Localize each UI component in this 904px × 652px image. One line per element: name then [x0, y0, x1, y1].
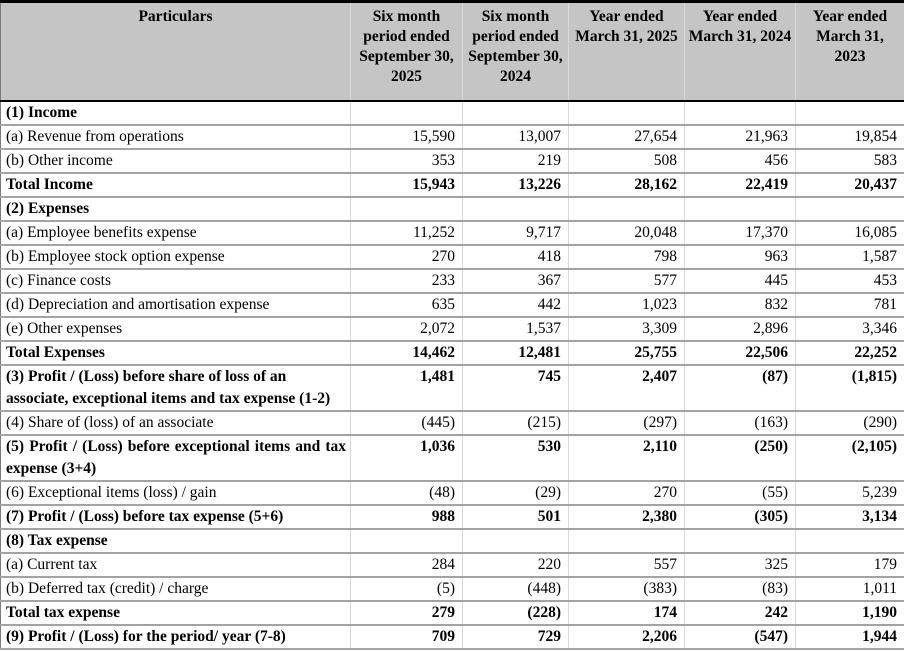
table-row	[1, 553, 904, 577]
row-label: (b) Employee stock option expense	[1, 245, 351, 269]
row-value: 284	[351, 553, 463, 577]
row-value: 501	[463, 505, 569, 529]
table-row	[1, 149, 904, 173]
row-value: 2,896	[685, 317, 796, 341]
row-label: (7) Profit / (Loss) before tax expense (5+6)	[1, 505, 351, 529]
row-value: 12,481	[463, 341, 569, 365]
row-value: 445	[685, 269, 796, 293]
table-row	[1, 293, 904, 317]
row-value	[351, 101, 463, 125]
row-value: (2,105)	[796, 435, 904, 481]
row-value: 2,072	[351, 317, 463, 341]
column-header-year-mar-2023: Year ended March 31, 2023	[796, 2, 904, 101]
row-value: (228)	[463, 601, 569, 625]
row-value: (448)	[463, 577, 569, 601]
row-label: (e) Other expenses	[1, 317, 351, 341]
row-value: 220	[463, 553, 569, 577]
row-value: 745	[463, 365, 569, 411]
row-value: 709	[351, 625, 463, 649]
row-value: 20,048	[569, 221, 685, 245]
row-value: 3,346	[796, 317, 904, 341]
table-row	[1, 173, 904, 197]
row-value: 963	[685, 245, 796, 269]
row-value: 242	[685, 601, 796, 625]
row-value	[351, 197, 463, 221]
table-row	[1, 505, 904, 529]
table-row	[1, 341, 904, 365]
row-value: 179	[796, 553, 904, 577]
row-label: Total Income	[1, 173, 351, 197]
row-value: 22,252	[796, 341, 904, 365]
row-value: 530	[463, 435, 569, 481]
row-label: (6) Exceptional items (loss) / gain	[1, 481, 351, 505]
row-label: (5) Profit / (Loss) before exceptional items and tax expense (3+4)	[1, 435, 351, 481]
row-label: (3) Profit / (Loss) before share of loss of an associate, exceptional items and tax expense (1-2)	[1, 365, 351, 411]
row-value: (87)	[685, 365, 796, 411]
table-row	[1, 197, 904, 221]
row-value: 28,162	[569, 173, 685, 197]
row-value: 21,963	[685, 125, 796, 149]
row-value: 353	[351, 149, 463, 173]
row-value	[685, 101, 796, 125]
row-value: 557	[569, 553, 685, 577]
row-value: 20,437	[796, 173, 904, 197]
row-value: 14,462	[351, 341, 463, 365]
row-value	[463, 197, 569, 221]
table-row	[1, 365, 904, 411]
row-value	[685, 197, 796, 221]
row-value: (445)	[351, 411, 463, 435]
row-value: 442	[463, 293, 569, 317]
row-label: Total tax expense	[1, 601, 351, 625]
row-value: 13,226	[463, 173, 569, 197]
row-value: 1,537	[463, 317, 569, 341]
row-value: 2,407	[569, 365, 685, 411]
row-value: (290)	[796, 411, 904, 435]
row-label: (2) Expenses	[1, 197, 351, 221]
row-value: (163)	[685, 411, 796, 435]
column-header-sixmonth-sep-2025: Six month period ended September 30, 2025	[351, 2, 463, 101]
row-label: (d) Depreciation and amortisation expense	[1, 293, 351, 317]
row-value: 270	[569, 481, 685, 505]
row-value: 25,755	[569, 341, 685, 365]
row-value: 583	[796, 149, 904, 173]
row-value: 22,506	[685, 341, 796, 365]
table-row	[1, 529, 904, 553]
row-value: (1,815)	[796, 365, 904, 411]
row-value: 798	[569, 245, 685, 269]
row-value: (297)	[569, 411, 685, 435]
table-row	[1, 601, 904, 625]
row-value: 988	[351, 505, 463, 529]
row-value: 219	[463, 149, 569, 173]
table-row	[1, 269, 904, 293]
table-header	[1, 2, 904, 101]
row-label: Total Expenses	[1, 341, 351, 365]
row-value	[463, 101, 569, 125]
row-value: 1,011	[796, 577, 904, 601]
table-body	[1, 101, 904, 649]
row-value: 456	[685, 149, 796, 173]
row-value: 5,239	[796, 481, 904, 505]
row-label: (9) Profit / (Loss) for the period/ year (7-8)	[1, 625, 351, 649]
row-label: (c) Finance costs	[1, 269, 351, 293]
row-label: (a) Revenue from operations	[1, 125, 351, 149]
row-value: 1,944	[796, 625, 904, 649]
row-value: 2,206	[569, 625, 685, 649]
row-value: 11,252	[351, 221, 463, 245]
row-value: 577	[569, 269, 685, 293]
row-value: 1,587	[796, 245, 904, 269]
column-header-particulars: Particulars	[1, 2, 351, 101]
header-row	[1, 2, 904, 101]
row-value	[569, 529, 685, 553]
row-value	[796, 101, 904, 125]
row-value: 1,036	[351, 435, 463, 481]
row-value: 27,654	[569, 125, 685, 149]
row-value	[569, 197, 685, 221]
table-row	[1, 481, 904, 505]
row-value: (5)	[351, 577, 463, 601]
row-value	[569, 101, 685, 125]
column-header-year-mar-2024: Year ended March 31, 2024	[685, 2, 796, 101]
row-value: (250)	[685, 435, 796, 481]
row-value: 1,190	[796, 601, 904, 625]
row-value: (383)	[569, 577, 685, 601]
row-value	[351, 529, 463, 553]
row-value: (48)	[351, 481, 463, 505]
row-value: (305)	[685, 505, 796, 529]
row-value: 418	[463, 245, 569, 269]
row-value	[796, 197, 904, 221]
table-row	[1, 317, 904, 341]
row-value: 279	[351, 601, 463, 625]
row-value	[796, 529, 904, 553]
row-value: 781	[796, 293, 904, 317]
row-value: 325	[685, 553, 796, 577]
row-value: 22,419	[685, 173, 796, 197]
row-label: (1) Income	[1, 101, 351, 125]
row-value: 2,380	[569, 505, 685, 529]
row-label: (b) Deferred tax (credit) / charge	[1, 577, 351, 601]
row-value: 17,370	[685, 221, 796, 245]
row-value: 15,943	[351, 173, 463, 197]
row-value: 270	[351, 245, 463, 269]
row-label: (4) Share of (loss) of an associate	[1, 411, 351, 435]
table-row	[1, 125, 904, 149]
row-value	[463, 529, 569, 553]
row-value: 1,481	[351, 365, 463, 411]
row-value: (29)	[463, 481, 569, 505]
row-value: (83)	[685, 577, 796, 601]
row-value: 2,110	[569, 435, 685, 481]
row-value: (215)	[463, 411, 569, 435]
table-row	[1, 577, 904, 601]
row-label: (8) Tax expense	[1, 529, 351, 553]
row-value: 635	[351, 293, 463, 317]
row-value: 3,309	[569, 317, 685, 341]
row-value: 9,717	[463, 221, 569, 245]
row-value: 453	[796, 269, 904, 293]
table-row	[1, 245, 904, 269]
row-value: (547)	[685, 625, 796, 649]
row-label: (a) Current tax	[1, 553, 351, 577]
row-value: 729	[463, 625, 569, 649]
table-row	[1, 221, 904, 245]
column-header-sixmonth-sep-2024: Six month period ended September 30, 2024	[463, 2, 569, 101]
row-value: 13,007	[463, 125, 569, 149]
table-row	[1, 625, 904, 649]
row-value: 233	[351, 269, 463, 293]
column-header-year-mar-2025: Year ended March 31, 2025	[569, 2, 685, 101]
row-value: 508	[569, 149, 685, 173]
row-label: (a) Employee benefits expense	[1, 221, 351, 245]
row-value: 174	[569, 601, 685, 625]
table-row	[1, 435, 904, 481]
row-value: 3,134	[796, 505, 904, 529]
row-value: 367	[463, 269, 569, 293]
row-value: 19,854	[796, 125, 904, 149]
row-value: 1,023	[569, 293, 685, 317]
row-value: (55)	[685, 481, 796, 505]
row-value	[685, 529, 796, 553]
row-value: 832	[685, 293, 796, 317]
row-value: 16,085	[796, 221, 904, 245]
table-row	[1, 101, 904, 125]
row-value: 15,590	[351, 125, 463, 149]
table-row	[1, 411, 904, 435]
row-label: (b) Other income	[1, 149, 351, 173]
